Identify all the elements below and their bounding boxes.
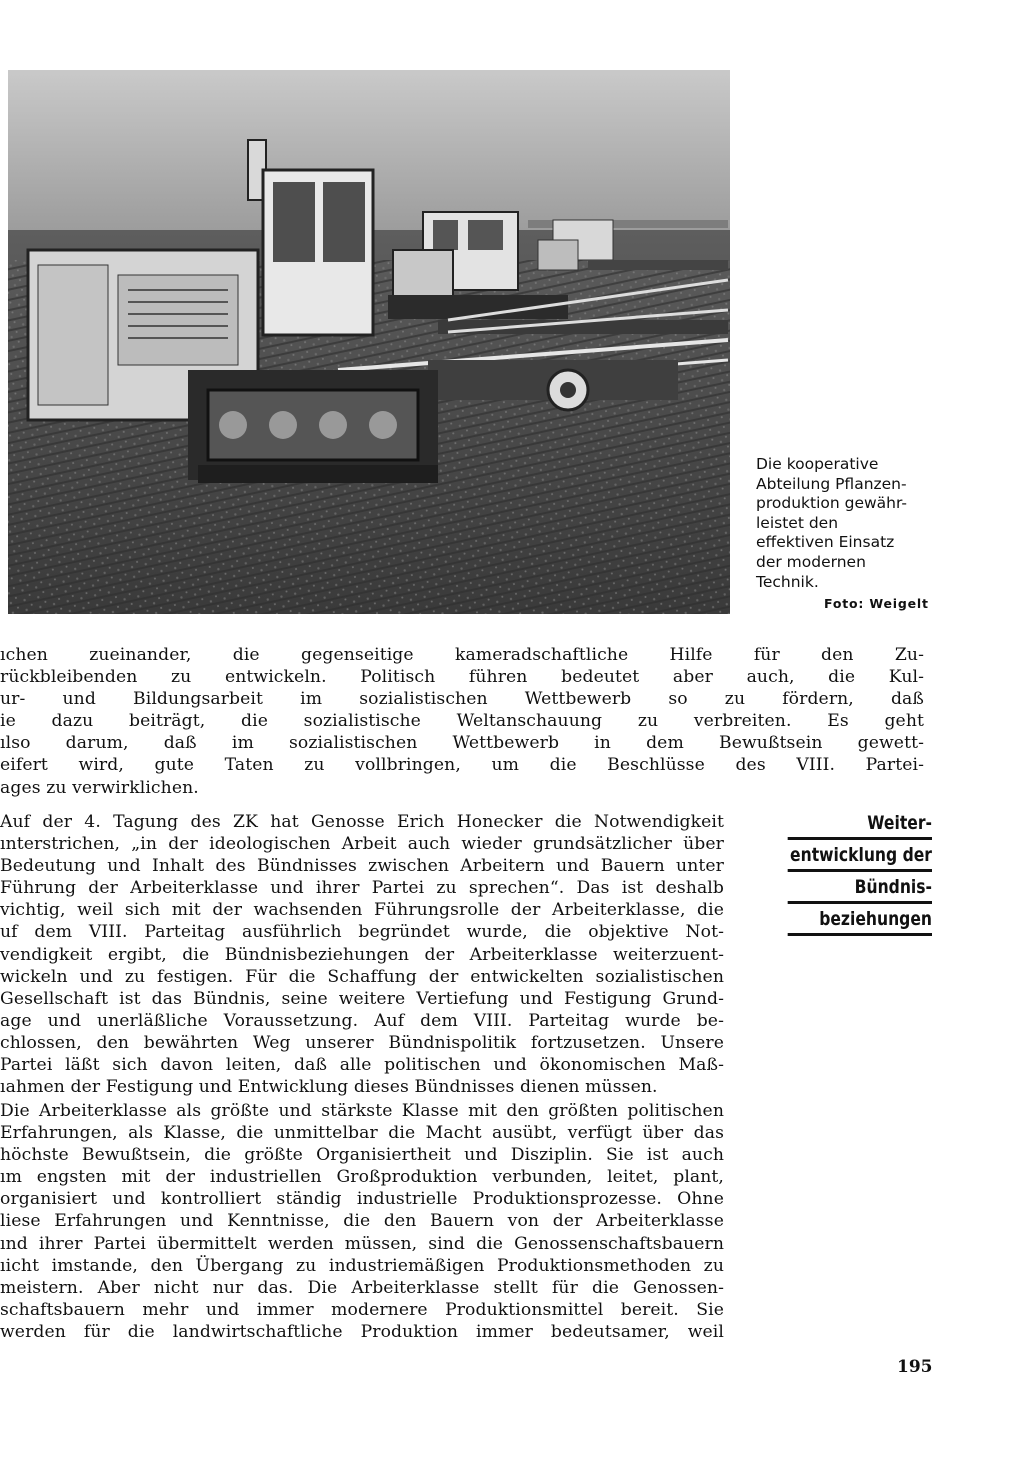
tractor-photo bbox=[8, 70, 730, 614]
caption-line: Die kooperative bbox=[756, 455, 879, 473]
page-number: 195 bbox=[897, 1357, 933, 1377]
text-line: eifert wird, gute Taten zu vollbringen, um die Beschlüsse des VIII. Partei- bbox=[0, 755, 924, 776]
heading-line: entwicklung der bbox=[788, 840, 932, 872]
text-line: ıahmen der Festigung und Entwicklung dieses Bündnisses dienen müssen. bbox=[0, 1077, 658, 1098]
text-line: rückbleibenden zu entwickeln. Politisch führen bedeutet aber auch, die Kul- bbox=[0, 667, 924, 688]
text-line: wickeln und zu festigen. Für die Schaffung der entwickelten sozialistischen bbox=[0, 966, 724, 987]
text-line: organisiert und kontrolliert ständig industrielle Produktionsprozesse. Ohne bbox=[0, 1189, 724, 1210]
text-line: ınd ihrer Partei übermittelt werden müssen, sind die Genossenschaftsbauern bbox=[0, 1233, 724, 1254]
text-line: werden für die landwirtschaftliche Produktion immer bedeutsamer, weil bbox=[0, 1321, 724, 1342]
text-line: Auf der 4. Tagung des ZK hat Genosse Erich Honecker die Notwendigkeit bbox=[0, 812, 724, 832]
paragraph-2 bbox=[0, 811, 724, 1098]
text-line: Die Arbeiterklasse als größte und stärkste Klasse mit den größten politischen bbox=[0, 1101, 724, 1121]
text-line: ım engsten mit der industriellen Großproduktion verbunden, leitet, plant, bbox=[0, 1167, 724, 1188]
text-line: Erfahrungen, als Klasse, die unmittelbar die Macht ausübt, verfügt über das bbox=[0, 1123, 724, 1144]
text-line: höchste Bewußtsein, die größte Organisiertheit und Disziplin. Sie ist auch bbox=[0, 1145, 724, 1166]
text-line: ages zu verwirklichen. bbox=[0, 777, 199, 798]
text-line: vendigkeit ergibt, die Bündnisbeziehungen der Arbeiterklasse weiterzuent- bbox=[0, 944, 724, 965]
text-line: ur- und Bildungsarbeit im sozialistischen Wettbewerb so zu fördern, daß bbox=[0, 689, 924, 710]
text-line: liese Erfahrungen und Kenntnisse, die den Bauern von der Arbeiterklasse bbox=[0, 1211, 724, 1232]
photo-caption bbox=[756, 455, 956, 592]
text-line: chlossen, den bewährten Weg unserer Bündnispolitik fortzusetzen. Unsere bbox=[0, 1032, 724, 1053]
caption-line: leistet den bbox=[756, 513, 839, 532]
text-line: Gesellschaft ist das Bündnis, seine weitere Vertiefung und Festigung Grund- bbox=[0, 988, 724, 1009]
text-line: age und unerläßliche Voraussetzung. Auf dem VIII. Parteitag wurde be- bbox=[0, 1010, 724, 1031]
text-line: ılso darum, daß im sozialistischen Wettbewerb in dem Bewußtsein gewett- bbox=[0, 733, 924, 754]
text-line: ıicht imstande, den Übergang zu industriemäßigen Produktionsmethoden zu bbox=[0, 1255, 724, 1276]
text-line: ie dazu beiträgt, die sozialistische Weltanschauung zu verbreiten. Es geht bbox=[0, 711, 924, 732]
text-line: Bedeutung und Inhalt des Bündnisses zwischen Arbeitern und Bauern unter bbox=[0, 856, 724, 877]
text-line: Führung der Arbeiterklasse und ihrer Partei zu sprechen“. Das ist deshalb bbox=[0, 878, 724, 899]
heading-line: beziehungen bbox=[788, 904, 932, 936]
caption-line: effektiven Einsatz bbox=[756, 533, 895, 552]
tractor-photo-illustration bbox=[8, 70, 730, 614]
caption-line: produktion gewähr- bbox=[756, 494, 907, 513]
margin-heading bbox=[756, 808, 932, 936]
caption-line: Technik. bbox=[756, 572, 819, 591]
text-line: uf dem VIII. Parteitag ausführlich begründet wurde, die objektive Not- bbox=[0, 922, 724, 943]
text-line: meistern. Aber nicht nur das. Die Arbeiterklasse stellt für die Genossen- bbox=[0, 1277, 724, 1298]
heading-line: Weiter- bbox=[788, 808, 932, 840]
heading-line: Bündnis- bbox=[788, 872, 932, 904]
text-line: ınterstrichen, „in der ideologischen Arbeit auch wieder grundsätzlicher über bbox=[0, 834, 724, 855]
text-line: Partei läßt sich davon leiten, daß alle politischen und ökonomischen Maß- bbox=[0, 1055, 724, 1076]
caption-line: Abteilung Pflanzen- bbox=[756, 474, 907, 493]
caption-line: der modernen bbox=[756, 552, 866, 571]
paragraph-1 bbox=[0, 644, 924, 799]
text-line: ıchen zueinander, die gegenseitige kameradschaftliche Hilfe für den Zu- bbox=[0, 645, 924, 665]
text-line: vichtig, weil sich mit der wachsenden Führungsrolle der Arbeiterklasse, die bbox=[0, 900, 724, 921]
paragraph-3 bbox=[0, 1100, 724, 1343]
text-line: schaftsbauern mehr und immer modernere Produktionsmittel bereit. Sie bbox=[0, 1299, 724, 1320]
photo-credit: Foto: Weigelt bbox=[824, 596, 929, 611]
